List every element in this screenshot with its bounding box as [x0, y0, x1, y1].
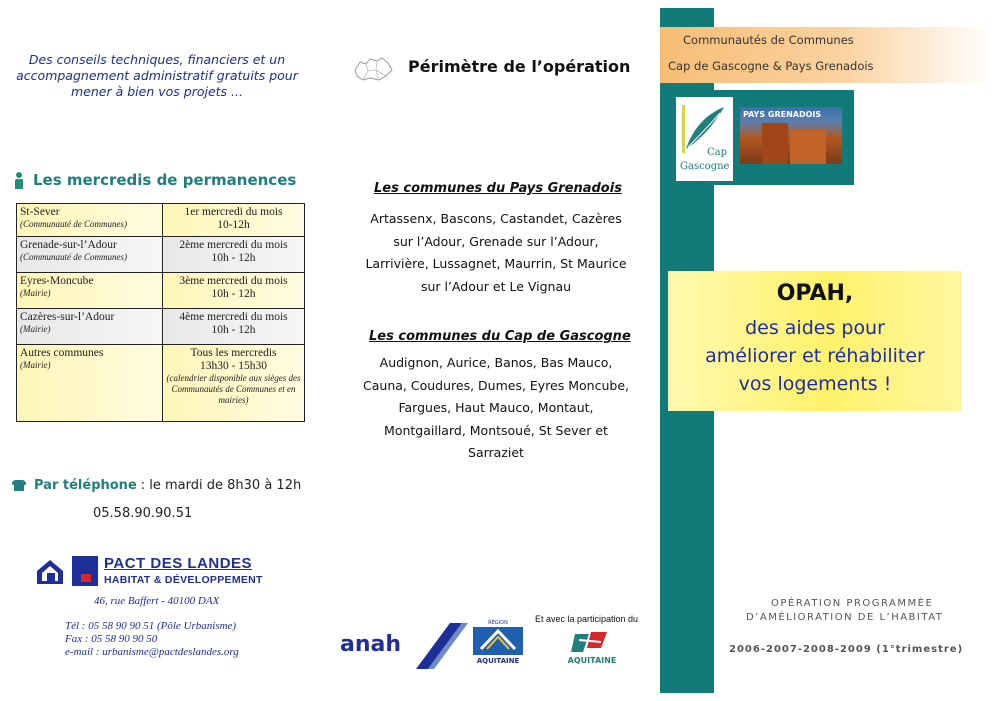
opah-line-2: améliorer et réhabiliter — [705, 345, 925, 367]
place-name: Grenade-sur-l’Adour — [20, 239, 117, 251]
table-row — [17, 273, 305, 309]
phone-line — [12, 478, 301, 493]
region-aquitaine-logo — [471, 619, 525, 665]
anah-text: anah — [340, 632, 402, 657]
cap-gascogne-logo — [676, 97, 733, 181]
permanences-title: Les mercredis de permanences — [33, 171, 297, 189]
permanences-heading — [14, 171, 296, 189]
pact-mark-icon — [72, 556, 98, 586]
cap-gascogne-heading: Les communes du Cap de Gascogne — [369, 329, 631, 344]
pays-grenadois-logo — [740, 107, 842, 164]
schedule-note: (calendrier disponible aux sièges des Communautés de Communes et en mairies) — [166, 373, 301, 405]
place-name: Autres communes — [20, 347, 104, 359]
schedule-hours: 10h - 12h — [211, 288, 256, 300]
pact-subtitle: HABITAT & DÉVELOPPEMENT — [104, 574, 263, 586]
opah-title: OPAH, — [776, 281, 854, 306]
band-line-1: Communautés de Communes — [683, 33, 854, 47]
place-name: St-Sever — [20, 206, 60, 218]
place-sub: (Mairie) — [20, 360, 51, 370]
map-icon — [352, 56, 394, 82]
cap-gascogne-list: Audignon, Aurice, Banos, Bas Mauco, Cauna, Coudures, Dumes, Eyres Moncube, Fargues, Haut Mauco, Montaut, Montgaillard, Montsoué, St Sever et Sarraziet — [363, 355, 629, 460]
schedule-hours: 13h30 - 15h30 — [199, 360, 268, 372]
svg-text:AQUITAINE: AQUITAINE — [476, 657, 520, 665]
contact-tel: Tél : 05 58 90 90 51 (Pôle Urbanisme) — [65, 620, 237, 632]
telephone-icon — [12, 480, 26, 491]
cap-logo-text-2: Gascogne — [680, 161, 730, 172]
place-sub: (Communauté de Communes) — [20, 252, 127, 262]
place-sub: (Mairie) — [20, 324, 51, 334]
participation-text: Et avec la participation du — [535, 614, 639, 624]
schedule-hours: 10h - 12h — [211, 324, 256, 336]
operation-line-1: OPÉRATION PROGRAMMÉE — [771, 598, 934, 609]
place-name: Cazères-sur-l’Adour — [20, 311, 115, 323]
svg-text:RÉGION: RÉGION — [488, 620, 508, 626]
pact-logo — [36, 556, 282, 588]
leaf-icon — [682, 105, 728, 153]
person-icon — [14, 172, 24, 189]
schedule-hours: 10-12h — [217, 219, 250, 231]
schedule-day: 4ème mercredi du mois — [179, 311, 288, 323]
anah-logo — [340, 623, 468, 669]
phone-label: Par téléphone — [34, 478, 137, 493]
place-sub: (Mairie) — [20, 288, 51, 298]
table-row — [17, 204, 305, 237]
opah-line-3: vos logements ! — [738, 373, 892, 395]
house-icon — [36, 559, 64, 585]
pays-grenadois-heading: Les communes du Pays Grenadois — [374, 181, 622, 196]
band-line-2: Cap de Gascogne & Pays Grenadois — [668, 59, 874, 73]
schedule-day: 1er mercredi du mois — [184, 206, 283, 218]
table-row — [17, 309, 305, 345]
operation-line-2: D’AMÉLIORATION DE L’HABITAT — [746, 612, 944, 623]
intro-text: Des conseils techniques, financiers et un accompagnement administratif gratuits pour mener à bien vos projets ... — [16, 52, 298, 99]
table-row — [17, 345, 305, 422]
place-sub: (Communauté de Communes) — [20, 219, 127, 229]
contact-fax: Fax : 05 58 90 90 50 — [65, 633, 158, 645]
schedule-hours: 10h - 12h — [211, 252, 256, 264]
opah-subtitle — [668, 314, 962, 398]
schedule-day: 2ème mercredi du mois — [179, 239, 288, 251]
svg-text:AQUITAINE: AQUITAINE — [567, 656, 617, 665]
credit-agricole-logo — [561, 626, 623, 666]
schedule-day: 3ème mercredi du mois — [179, 275, 288, 287]
years-text: 2006-2007-2008-2009 (1°trimestre) — [729, 644, 964, 655]
schedule-day: Tous les mercredis — [190, 347, 277, 359]
phone-hours: : le mardi de 8h30 à 12h — [140, 478, 302, 493]
pays-grenadois-list: Artassenx, Bascons, Castandet, Cazères sur l’Adour, Grenade sur l’Adour, Larrivière, Lussagnet, Maurrin, St Maurice sur l’Adour et Le Vignau — [365, 211, 627, 294]
contact-email: e-mail : urbanisme@pactdeslandes.org — [65, 646, 239, 658]
pact-name: PACT DES LANDES — [104, 555, 253, 572]
permanences-table — [16, 203, 305, 422]
place-name: Eyres-Moncube — [20, 275, 94, 287]
table-row — [17, 237, 305, 273]
phone-number: 05.58.90.90.51 — [93, 506, 193, 521]
cap-logo-text-1: Cap — [706, 147, 727, 158]
opah-box — [668, 271, 962, 411]
opah-line-1: des aides pour — [745, 317, 885, 339]
address: 46, rue Baffert - 40100 DAX — [94, 595, 220, 607]
contact-block — [65, 620, 239, 659]
pays-logo-text: PAYS GRENADOIS — [743, 110, 822, 119]
perimetre-title: Périmètre de l’opération — [408, 57, 631, 76]
